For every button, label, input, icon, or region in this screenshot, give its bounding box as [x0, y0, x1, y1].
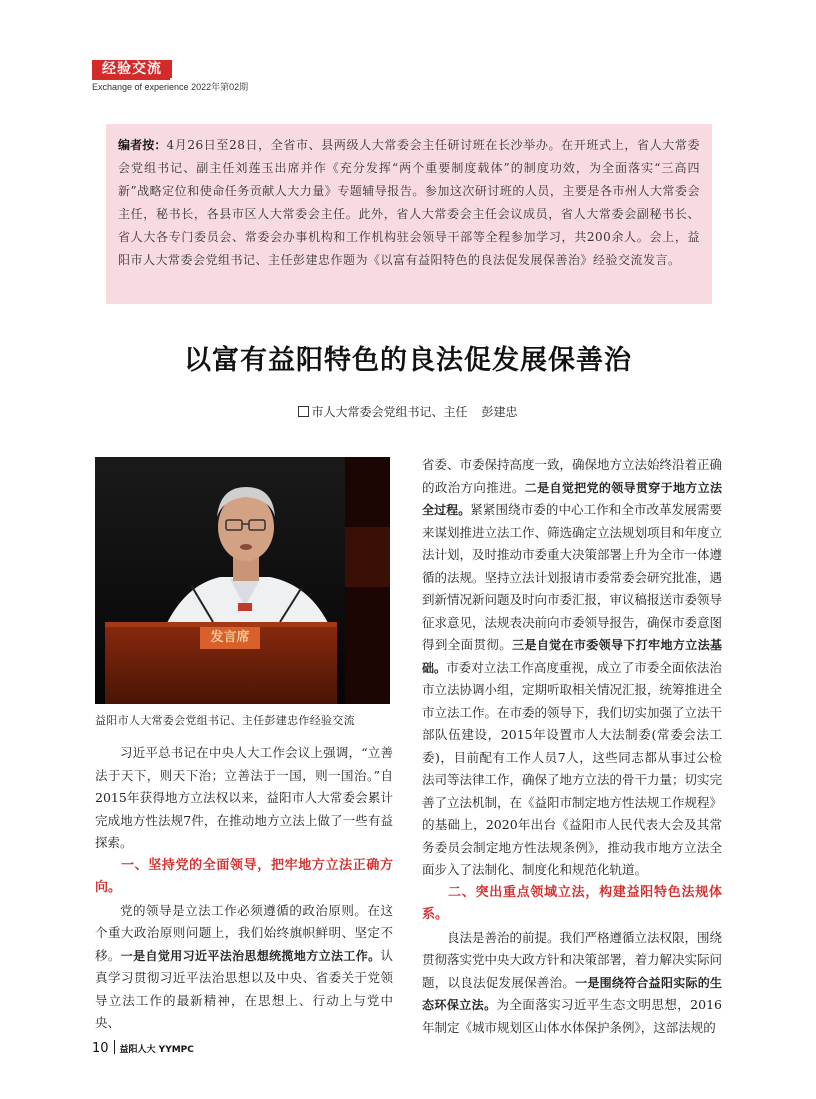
point-heading: 一是自觉用习近平法治思想统揽地方立法工作。 [120, 948, 381, 963]
paragraph [422, 927, 722, 1040]
article-title: 以富有益阳特色的良法促发展保善治 [184, 345, 632, 376]
paragraph-text: 紧紧围绕市委的中心工作和全市改革发展需要来谋划推进立法工作、筛选确定立法规划项目和年度立法计划，及时推动市委重大决策部署上升为全市一体遵循的法规。坚持立法计划报请市委常委会研究批准，遇到新情况新问题及时向市委汇报，审议稿报送市委领导征求意见，法规表决前向市委领导报告，确保市委意图得到全面贯彻。 [422, 502, 723, 652]
paragraph-text: 市委对立法工作高度重视，成立了市委全面依法治市立法协调小组，定期听取相关情况汇报，统筹推进全市立法工作。在市委的领导下，我们切实加强了立法干部队伍建设，2015年设置市人大法制委(常委会法工委)，目前配有工作人员7人，这些同志都从事过公检法司等法律工作，确保了地方立法的骨干力量；切实完善了立法机制，在《益阳市制定地方性法规工作规程》的基础上，2020年出台《益阳市人民代表大会及其常务委员会制定地方性法规条例》，推动我市地方立法全面步入了法制化、制度化和规范化轨道。 [422, 659, 723, 877]
byline [0, 403, 816, 420]
column-right [422, 454, 722, 1039]
point-heading: 二是自觉把党的领导贯穿于地方立法全过程。 [422, 480, 722, 517]
point-heading: 一是围绕符合益阳实际的生态环保立法。 [422, 975, 722, 1012]
speaker-photo [95, 457, 390, 704]
paragraph: 习近平总书记在中央人大工作会议上强调，“立善法于天下，则天下治；立善法于一国，则一国治。”自2015年获得地方立法权以来，益阳市人大常委会累计完成地方性法规7件，在推动地方立法上做了一些有益探索。 [95, 745, 393, 850]
footer-divider [114, 1040, 115, 1054]
magazine-name: 益阳人大 YYMPC [119, 1045, 194, 1055]
editor-note-lead: 编者按： [118, 138, 167, 152]
paragraph [422, 454, 722, 882]
paragraph-text: 党的领导是立法工作必须遵循的政治原则。在这个重大政治原则问题上，我们始终旗帜鲜明、坚定不移。 [95, 902, 393, 963]
editor-note-box [106, 124, 712, 304]
paragraph-text: 省委、市委保持高度一致，确保地方立法始终沿着正确的政治方向推进。 [422, 457, 723, 495]
journal-subtitle: Exchange of experience 2022年第02期 [92, 82, 249, 92]
page-footer [92, 1037, 194, 1056]
paragraph-text: 为全面落实习近平生态文明思想，2016年制定《城市规划区山体水体保护条例》，这部法规的 [422, 997, 722, 1035]
section-heading-2: 二、突出重点领域立法，构建益阳特色法规体系。 [422, 884, 722, 922]
section-tag: 经验交流 [92, 60, 172, 78]
paragraph [95, 900, 393, 1035]
author-name: 彭建忠 [481, 405, 518, 419]
section-heading-1: 一、坚持党的全面领导，把牢地方立法正确方向。 [95, 857, 393, 895]
author-role: 市人大常委会党组书记、主任 [311, 405, 468, 419]
paragraph-text: 良法是善治的前提。我们严格遵循立法权限，围绕贯彻落实党中央大政方针和决策部署，着力解决实际问题，以良法促发展保善治。 [422, 929, 723, 990]
column-left [95, 742, 393, 1035]
page-number: 10 [92, 1041, 109, 1056]
photo-caption: 益阳市人大常委会党组书记、主任彭建忠作经验交流 [95, 714, 355, 727]
editor-note-text: 4月26日至28日，全省市、县两级人大常委会主任研讨班在长沙举办。在开班式上，省人大常委会党组书记、副主任刘莲玉出席并作《充分发挥“两个重要制度载体”的制度功效，为全面落实“三高四新”战略定位和使命任务贡献人大力量》专题辅导报告。参加这次研讨班的人员，主要是各市州人大常委会主任，秘书长，各县市区人大常委会主任。此外，省人大常委会主任会议成员，省人大常委会副秘书长、省人大各专门委员会、常委会办事机构和工作机构驻会领导干部等全程参加学习，共200余人。会上，益阳市人大常委会党组书记、主任彭建忠作题为《以富有益阳特色的良法促发展保善治》经验交流发言。 [118, 138, 700, 267]
byline-box-icon [298, 406, 309, 417]
podium-placard: 发言席 [210, 630, 250, 645]
paragraph-text: 认真学习贯彻习近平法治思想以及中央、省委关于党领导立法工作的最新精神，在思想上、行动上与党中央、 [95, 947, 393, 1030]
point-heading: 三是自觉在市委领导下打牢地方立法基础。 [422, 638, 722, 675]
